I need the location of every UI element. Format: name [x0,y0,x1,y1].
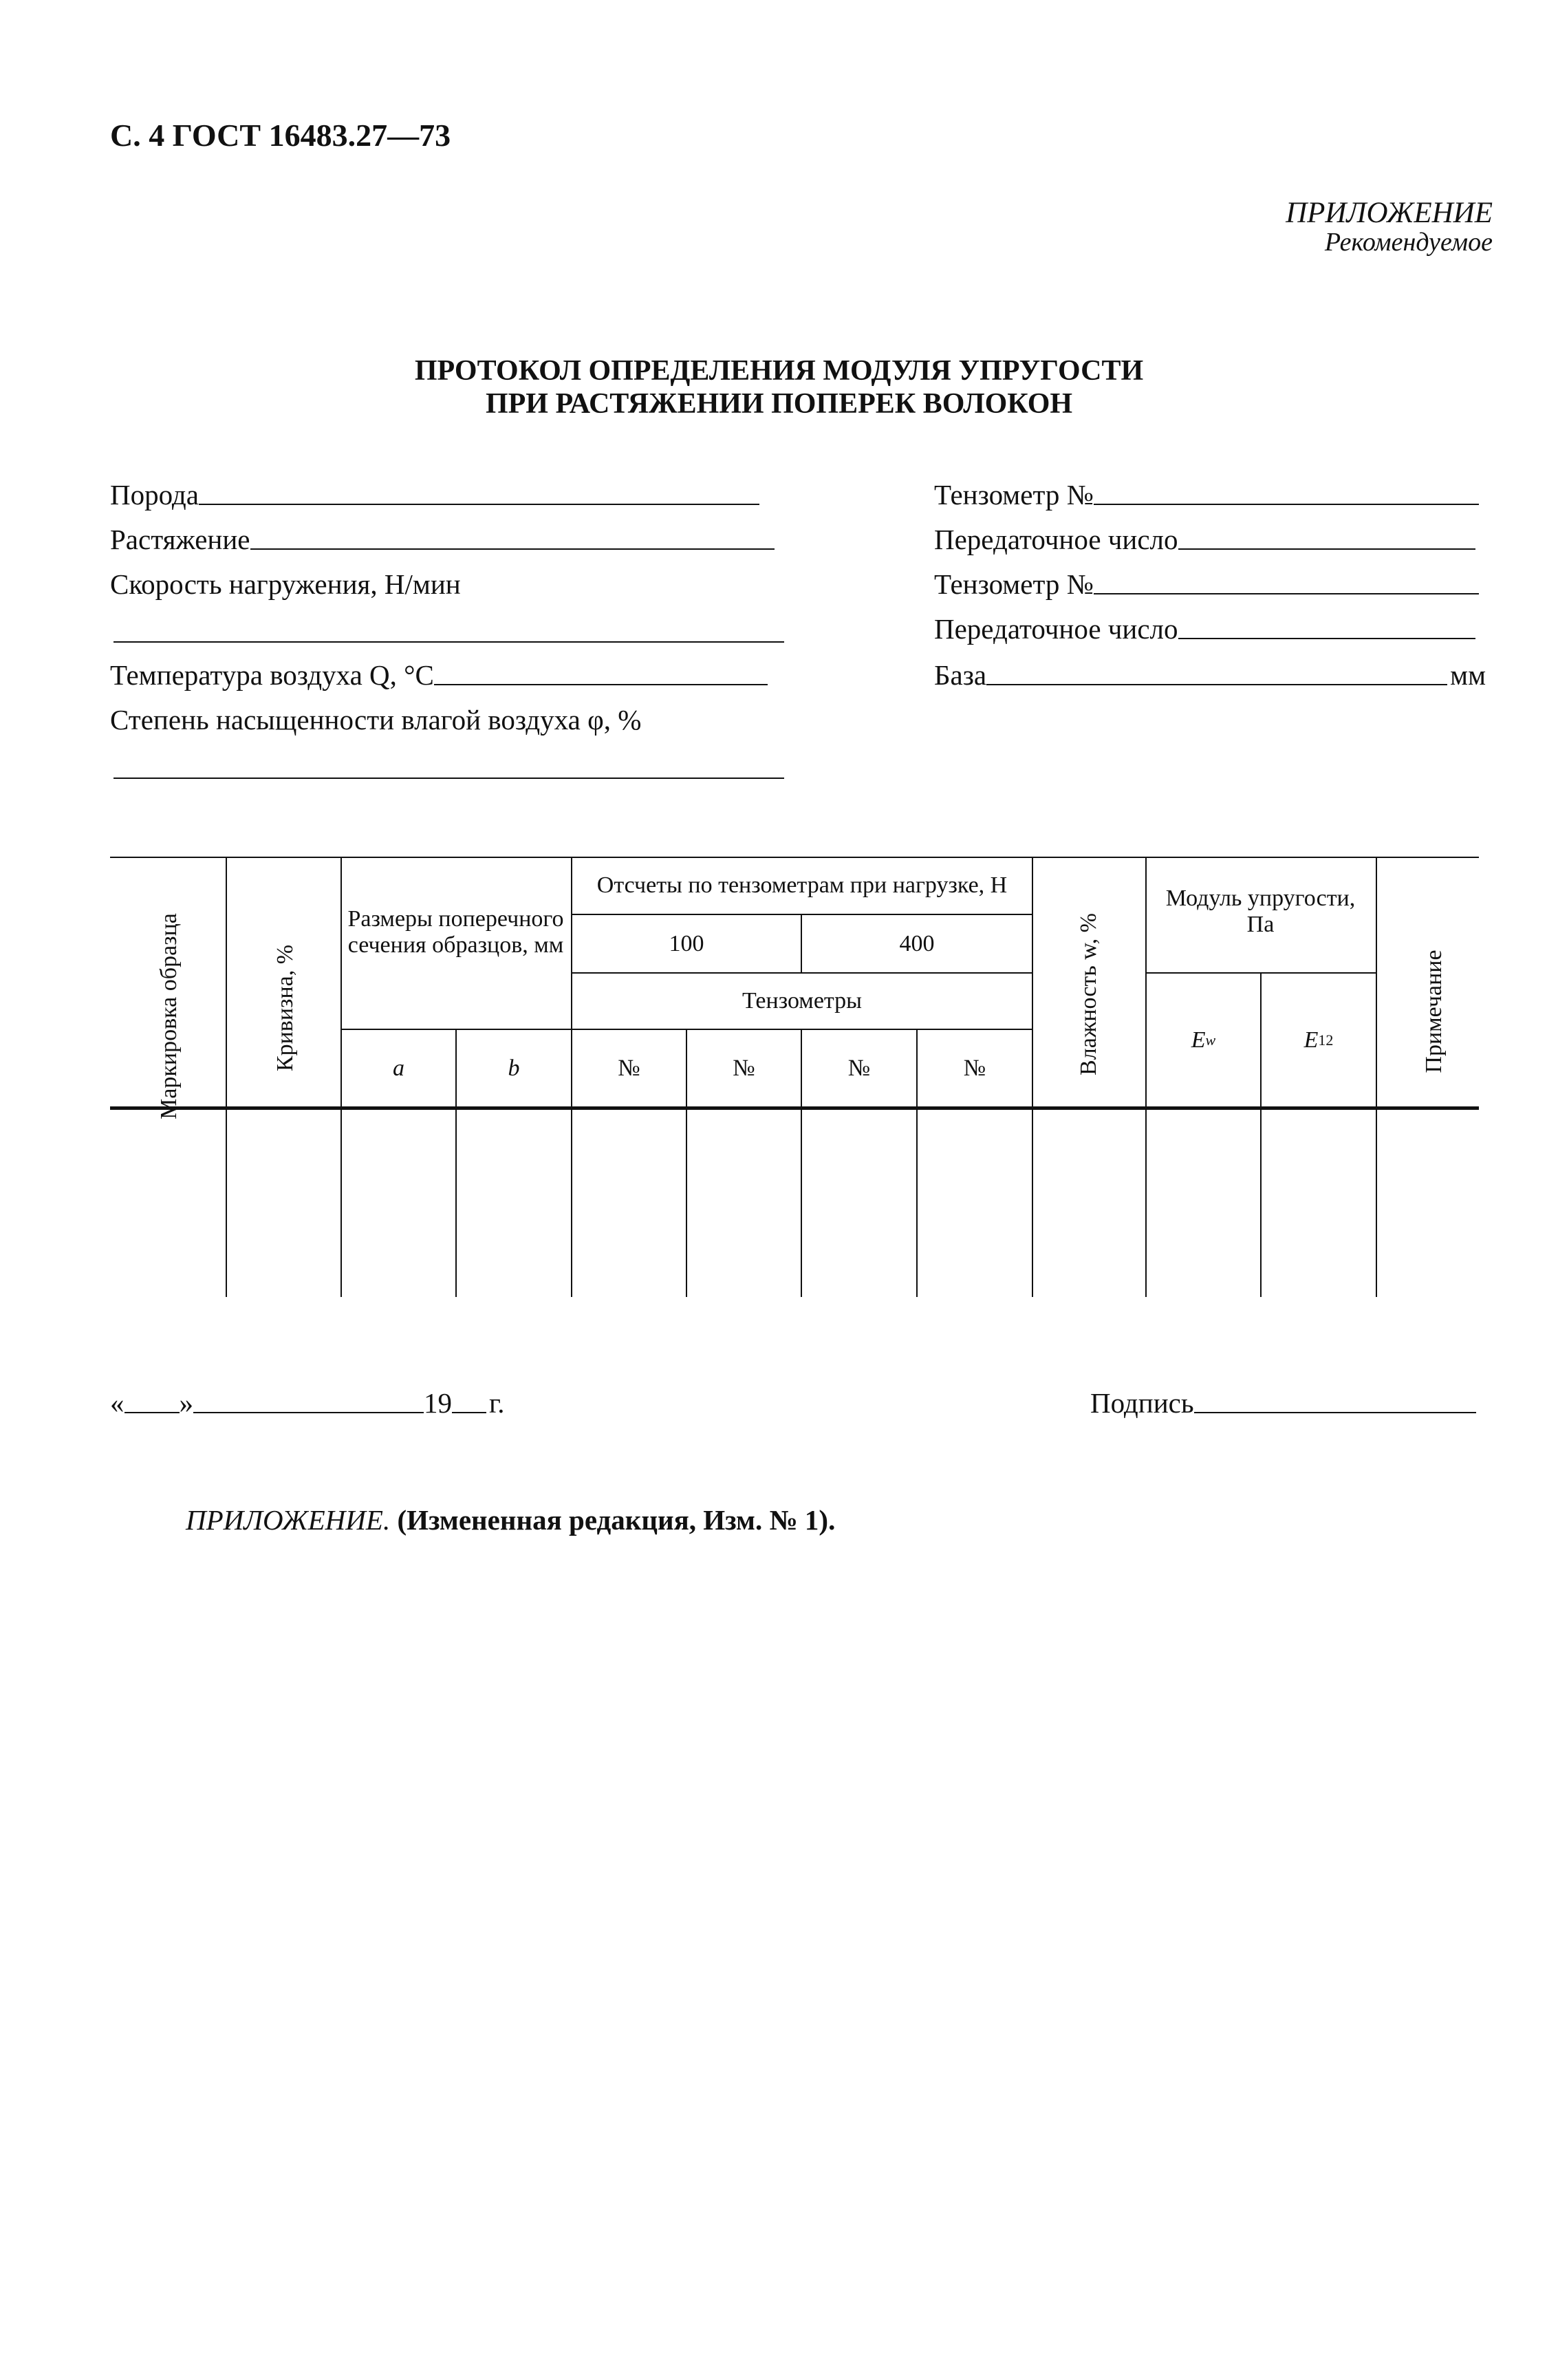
col-divider-8 [1032,857,1033,1297]
species-blank[interactable] [199,504,759,505]
date-day-blank[interactable] [125,1412,180,1413]
header-note: Примечание [1421,950,1447,1073]
tensometer1-label: Тензометр № [934,479,1094,511]
protocol-title-line1: ПРОТОКОЛ ОПРЕДЕЛЕНИЯ МОДУЛЯ УПРУГОСТИ [414,355,1144,387]
header-no-3: № [847,1055,871,1081]
protocol-title-line2: ПРИ РАСТЯЖЕНИИ ПОПЕРЕК ВОЛОКОН [485,388,1073,420]
species-field[interactable] [110,478,759,511]
header-readings: Отсчеты по тензометрам при нагрузке, Н [596,872,1008,898]
header-no-1: № [618,1055,640,1081]
revision-note-bold: (Измененная редакция, Изм. № 1). [397,1504,836,1536]
page-header: С. 4 ГОСТ 16483.27—73 [110,118,451,153]
ratio2-field[interactable] [934,612,1475,645]
tension-label: Растяжение [110,524,250,555]
header-load-400: 400 [899,930,935,956]
header-curvature: Кривизна, % [272,944,298,1072]
date-month-blank[interactable] [193,1412,424,1413]
tensometer1-blank[interactable] [1094,504,1479,505]
header-dimensions: Размеры поперечного сечения образцов, мм [347,906,564,958]
date-year-prefix: 19 [424,1387,452,1419]
air-temp-label: Температура воздуха Q, °C [110,659,434,691]
appendix-label: ПРИЛОЖЕНИЕ [1286,197,1493,229]
air-temp-blank[interactable] [434,684,768,685]
ratio1-label: Передаточное число [934,524,1178,555]
humidity-blank[interactable] [113,778,784,779]
header-ew [1147,974,1260,1106]
tensometer2-field[interactable] [934,568,1479,601]
date-year-suffix: г. [489,1387,505,1419]
loading-rate-field [110,568,461,601]
air-temp-field[interactable] [110,658,768,692]
ew-symbol: E [1191,1027,1206,1053]
header-moisture: Влажность w, % [1076,913,1101,1075]
ratio1-blank[interactable] [1178,548,1475,550]
loading-rate-label: Скорость нагружения, Н/мин [110,568,461,600]
humidity-label: Степень насыщенности влагой воздуха φ, % [110,704,642,736]
ratio1-field[interactable] [934,523,1475,556]
header-tensometers: Тензометры [742,988,863,1014]
base-label: База [934,659,987,691]
header-bottom-border [110,1106,1479,1110]
loading-rate-blank[interactable] [113,641,784,643]
date-field[interactable] [110,1386,504,1419]
measurement-table [110,857,1479,1297]
header-marking: Маркировка образца [156,913,182,1119]
base-unit: мм [1450,659,1486,691]
e12-symbol: E [1303,1027,1319,1053]
header-no-4: № [963,1055,986,1081]
header-no-2: № [733,1055,755,1081]
header-dim-a: a [393,1055,404,1081]
ratio2-blank[interactable] [1178,638,1475,639]
header-load-100: 100 [669,930,704,956]
date-year-blank[interactable] [452,1412,486,1413]
tension-field[interactable] [110,523,775,556]
revision-note [186,1503,835,1536]
header-dim-b: b [508,1055,520,1081]
tensometer2-blank[interactable] [1094,593,1479,594]
revision-note-italic: ПРИЛОЖЕНИЕ. [186,1504,391,1536]
signature-label: Подпись [1090,1387,1194,1419]
col-divider-1 [226,857,227,1297]
header-e12 [1262,974,1376,1106]
date-open-quote: « [110,1387,125,1419]
e12-subscript: 12 [1318,1031,1334,1049]
date-close-quote: » [179,1387,193,1419]
ratio2-label: Передаточное число [934,613,1178,645]
col-divider-11 [1376,857,1377,1297]
base-field[interactable] [934,658,1486,692]
appendix-status: Рекомендуемое [1324,228,1493,257]
signature-field[interactable] [1090,1386,1476,1419]
tensometer1-field[interactable] [934,478,1479,511]
species-label: Порода [110,479,199,511]
base-blank[interactable] [986,684,1447,685]
tension-blank[interactable] [250,548,775,550]
header-modulus: Модуль упругости, Па [1165,886,1356,937]
ew-subscript: w [1205,1031,1216,1049]
tensometer2-label: Тензометр № [934,568,1094,600]
signature-blank[interactable] [1194,1412,1476,1413]
humidity-field [110,703,641,736]
